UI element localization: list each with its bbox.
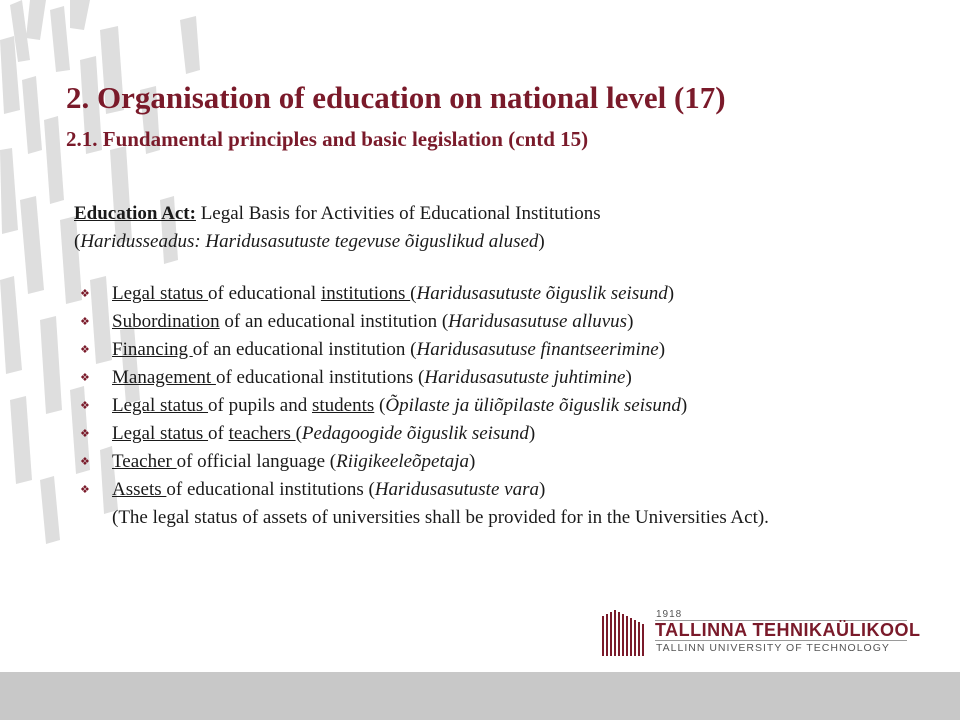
intro-translation: Haridusseadus: Haridusasutuste tegevuse õiguslikud alused [80,231,539,252]
footer-bar [0,672,960,720]
item-close: ) [469,451,476,472]
item-translation: Haridusasutuste õiguslik seisund [416,283,668,304]
diamond-bullet-icon: ❖ [80,428,90,440]
university-logo [600,606,921,658]
item-term: Management [112,367,216,388]
item-close: ) [528,423,536,444]
item-term: Legal status [112,395,209,416]
logo-bars-icon [602,610,646,656]
item-text-2: ( [374,395,386,416]
item-translation: Õpilaste ja üliõpilaste õiguslik seisund [385,395,681,416]
item-text: of an educational institution ( [192,339,417,360]
diamond-bullet-icon: ❖ [80,400,90,412]
item-translation: Haridusasutuste vara [374,479,539,500]
item-close: ) [625,367,632,388]
logo-name: TALLINNA TEHNIKAÜLIKOOL [655,620,921,640]
item-term-2: teachers [228,423,296,444]
item-translation: Haridusasutuse alluvus [448,311,628,332]
item-text: of an educational institution ( [219,311,449,332]
item-term: Legal status [112,423,209,444]
list-item [74,476,904,504]
diamond-bullet-icon: ❖ [80,456,90,468]
item-close: ) [627,311,634,332]
item-translation: Pedagoogide õiguslik seisund [301,423,529,444]
list-item [74,420,904,448]
item-term: Subordination [112,311,220,332]
intro-close-paren: ) [538,231,545,252]
item-translation: Haridusasutuse finantseerimine [416,339,659,360]
intro-text: Legal Basis for Activities of Educational Institutions [195,203,601,224]
list-item [74,308,904,336]
logo-subtitle: TALLINN UNIVERSITY OF TECHNOLOGY [656,642,890,654]
list-item [74,336,904,364]
list-item [74,448,904,476]
item-text: of [208,423,229,444]
list-item [74,364,904,392]
intro-paragraph [74,200,904,256]
item-term: Teacher [112,451,177,472]
item-term: Financing [112,339,193,360]
slide-title: 2. Organisation of education on national level (17) [66,80,726,115]
item-translation: Haridusasutuste juhtimine [424,367,626,388]
item-term-2: students [312,395,375,416]
assets-note: (The legal status of assets of universities shall be provided for in the Universities Act). [112,507,769,528]
item-term: Assets [112,479,167,500]
item-term: Legal status [112,283,209,304]
diamond-bullet-icon: ❖ [80,344,90,356]
item-term-2: institutions [320,283,411,304]
item-text: of educational institutions ( [166,479,375,500]
item-text-2: ( [410,283,417,304]
diamond-bullet-icon: ❖ [80,288,90,300]
item-text: of educational [208,283,321,304]
diamond-bullet-icon: ❖ [80,316,90,328]
diamond-bullet-icon: ❖ [80,372,90,384]
item-translation: Riigikeeleõpetaja [336,451,470,472]
item-text: of educational institutions ( [215,367,425,388]
item-close: ) [667,283,675,304]
item-text: of official language ( [176,451,337,472]
slide-content [74,200,904,532]
item-text-2: ( [295,423,302,444]
intro-term: Education Act: [74,203,196,224]
item-close: ) [538,479,546,500]
item-text: of pupils and [208,395,312,416]
logo-divider [655,640,907,641]
item-close: ) [680,395,688,416]
list-item [74,392,904,420]
logo-year: 1918 [656,609,683,620]
topic-list [74,280,904,504]
slide-subtitle: 2.1. Fundamental principles and basic legislation (cntd 15) [66,127,589,151]
list-item [74,280,904,308]
intro-open-paren: ( [74,231,81,252]
item-close: ) [658,339,666,360]
diamond-bullet-icon: ❖ [80,484,90,496]
